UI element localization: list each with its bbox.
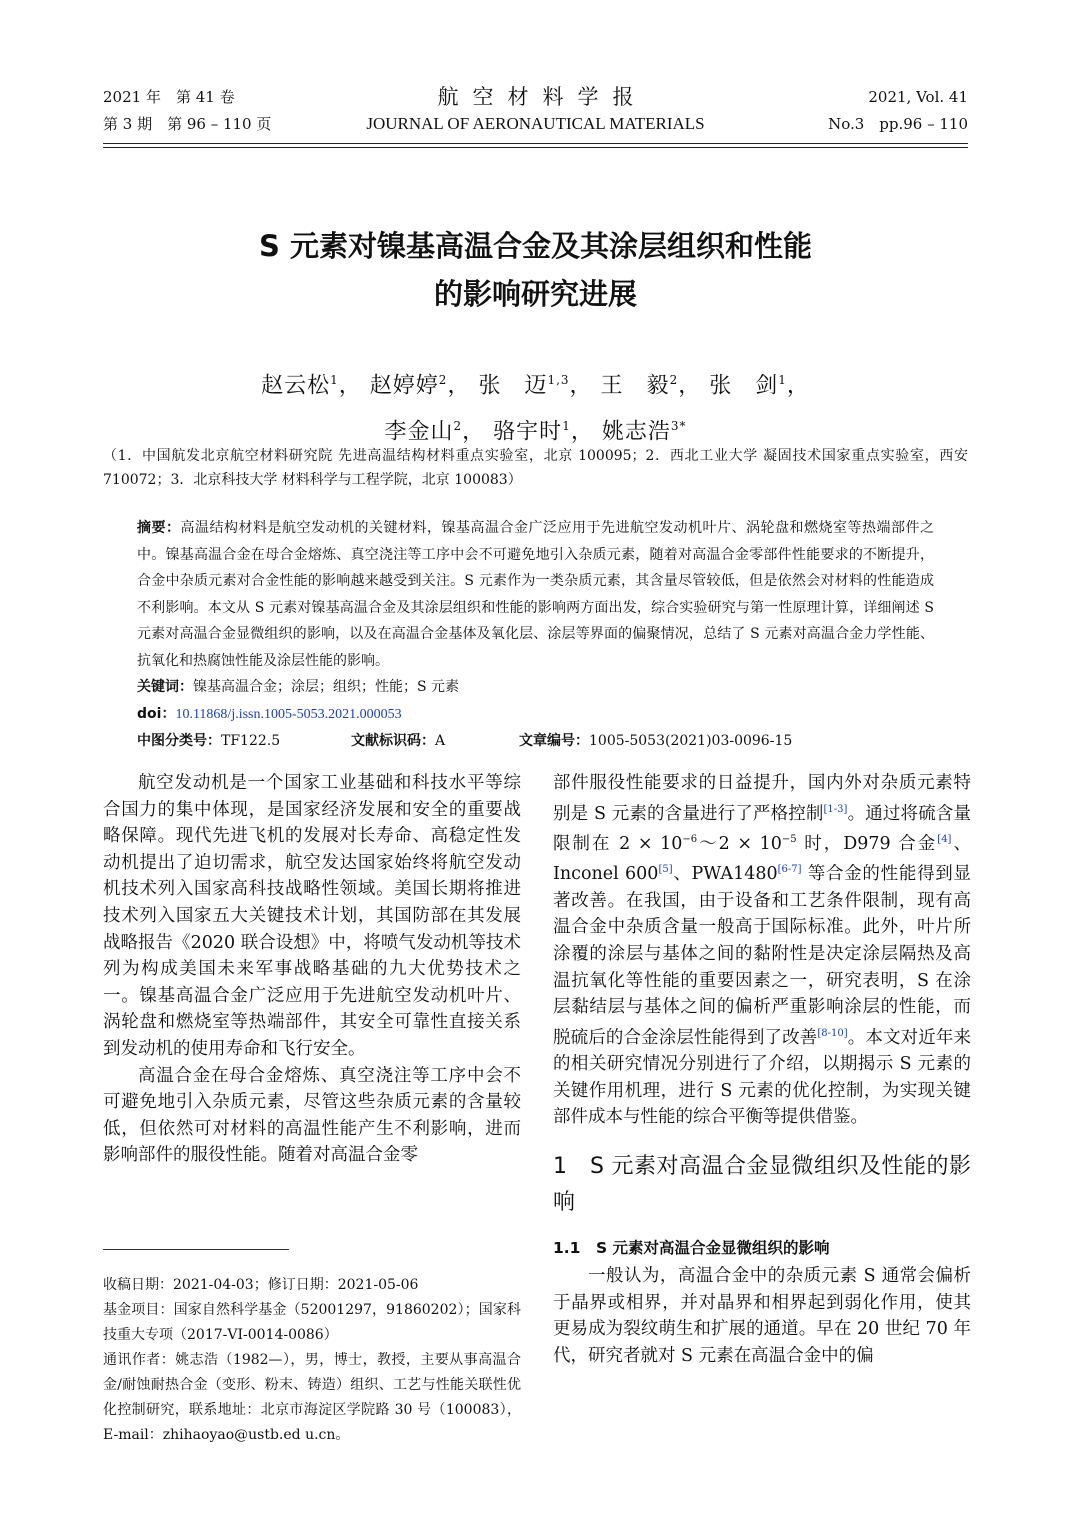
header-issue-pages: 第 3 期 第 96 – 110 页 — [103, 115, 272, 133]
doi-label: doi： — [137, 705, 176, 722]
author-affil-mark: 1 — [562, 419, 571, 434]
body-paragraph: 一般认为，高温合金中的杂质元素 S 通常会偏析于晶界或相界，并对晶界和相界起到弱化作用，使其更易成为裂纹萌生和扩展的通道。早在 20 世纪 70 年代，研究者就对 S 元素在高温合金中的偏 — [553, 1266, 971, 1366]
clc-value: TF122.5 — [221, 733, 281, 749]
text-run: 等合金的性能得到显著改善。在我国，由于设备和工艺条件限制，现有高温合金中杂质含量一般高于国际标准。此外，叶片所涂覆的涂层与基体之间的黏附性是决定涂层隔热及高温抗氧化等性能的重要因素之一，研究表明，S 在涂层黏结层与基体之间的偏析严重影响涂层的性能，而脱硫后的合金涂层性能得到了改善 — [553, 864, 971, 1048]
articleno-value: 1005-5053(2021)03-0096-15 — [589, 733, 793, 749]
body-column-right — [553, 770, 971, 1369]
author-affil-mark: 3* — [670, 419, 687, 434]
header-year-volume: 2021 年 第 41 卷 — [103, 88, 235, 106]
text-run: 。本文对近年来的相关研究情况分别进行了介绍，以期揭示 S 元素的关键作用机理，进行 S 元素的优化控制，为实现关键部件成本与性能的综合平衡等提供借鉴。 — [553, 1027, 972, 1128]
author-affil-mark: 2 — [453, 419, 463, 434]
citation[interactable]: [6-7] — [777, 864, 802, 876]
header-rule-thin — [103, 147, 968, 148]
text-run: 、PWA1480 — [672, 864, 778, 885]
doccode-value: A — [435, 733, 446, 749]
abstract-label: 摘要： — [137, 520, 181, 536]
header-no-pp-en: No.3 pp.96 – 110 — [828, 115, 968, 133]
author-name: 王 毅 — [600, 373, 670, 399]
abstract-block — [137, 515, 934, 754]
author-line-2: 李金山$^2$， 骆宇时$^1$， 姚志浩$^{3*}$ — [384, 419, 687, 445]
author-name: 李金山 — [384, 419, 454, 445]
text-run: 。通过将硫含量限制在 2 × 10 — [553, 803, 971, 854]
doi-row — [137, 701, 934, 729]
doccode-label: 文献标识码： — [351, 733, 435, 749]
author-list — [0, 360, 1071, 453]
footnote-rule — [103, 1249, 289, 1250]
author-affil-mark: 2 — [669, 373, 679, 387]
body-paragraph: 高温合金在母合金熔炼、真空浇注等工序中会不可避免地引入杂质元素，尽管这些杂质元素的含量较低，但依然可对材料的高温性能产生不利影响，进而影响部件的服役性能。随着对高温合金零 — [103, 1065, 521, 1166]
section-heading: 1 S 元素对高温合金显微组织及性能的影响 — [553, 1154, 971, 1216]
abstract — [137, 515, 934, 674]
text-run: 、Inconel 600 — [553, 833, 971, 885]
author-name: 姚志浩 — [601, 419, 671, 445]
citation[interactable]: [8-10] — [817, 1027, 848, 1039]
running-header — [103, 84, 968, 140]
footnotes — [103, 1273, 521, 1448]
classification-row — [137, 728, 934, 754]
author-affil-mark: 1,3 — [547, 373, 570, 387]
author-name: 张 迈 — [478, 373, 548, 399]
keywords-text: 镍基高温合金；涂层；组织；性能；S 元素 — [193, 679, 460, 695]
text-run: 部件服役性能要求的日益提升，国内外对杂质元素特别是 S 元素的含量进行了严格控制 — [553, 773, 971, 824]
articleno-label: 文章编号： — [519, 733, 589, 749]
journal-name-en: JOURNAL OF AERONAUTICAL MATERIALS — [366, 114, 705, 133]
footnote-funding: 基金项目：国家自然科学基金（52001297，91860202）；国家科技重大专项（2017-VI-0014-0086） — [103, 1302, 521, 1343]
keywords-label: 关键词： — [137, 679, 193, 695]
header-rule-thick — [103, 143, 968, 144]
author-name: 张 剑 — [709, 373, 779, 399]
author-line-1: 赵云松$^1$， 赵婷婷$^2$， 张 迈$^{1,3}$， 王 毅$^2$， 张 剑$^1$， — [261, 373, 810, 399]
exponent: −6 — [682, 834, 698, 846]
body-column-left — [103, 770, 521, 1169]
citation[interactable]: [4] — [937, 834, 952, 846]
doi-link[interactable]: 10.11868/j.issn.1005-5053.2021.000053 — [175, 706, 402, 722]
title-line-1: S 元素对镍基高温合金及其涂层组织和性能 — [259, 229, 812, 263]
header-year-vol-en: 2021, Vol. 41 — [868, 88, 968, 106]
author-affil-mark: 1 — [330, 373, 339, 387]
document-code — [351, 728, 445, 755]
affiliations: （1．中国航发北京航空材料研究院 先进高温结构材料重点实验室，北京 100095；2．西北工业大学 凝固技术国家重点实验室，西安 710072；3．北京科技大学 材料科学与工程学院，北京 100083） — [103, 448, 968, 488]
author-name: 骆宇时 — [493, 419, 563, 445]
article-number — [519, 728, 792, 755]
citation[interactable]: [1-3] — [823, 803, 848, 815]
citation[interactable]: [5] — [658, 864, 673, 876]
title-line-2: 的影响研究进展 — [433, 277, 637, 311]
body-paragraph-continued — [553, 770, 971, 1131]
journal-name-cn: 航空材料学报 — [437, 85, 648, 109]
author-affil-mark: 1 — [778, 373, 787, 387]
author-affil-mark: 2 — [438, 373, 448, 387]
author-name: 赵云松 — [261, 373, 331, 399]
exponent: −5 — [781, 834, 797, 846]
footnote-received: 收稿日期：2021-04-03；修订日期：2021-05-06 — [103, 1277, 419, 1293]
text-run: ～2 × 10 — [697, 833, 782, 854]
header-right — [828, 84, 968, 138]
subsection-heading: 1.1 S 元素对高温合金显微组织的影响 — [553, 1239, 830, 1258]
body-paragraph: 航空发动机是一个国家工业基础和科技水平等综合国力的集中体现，是国家经济发展和安全的重要战略保障。现代先进飞机的发展对长寿命、高稳定性发动机提出了迫切需求，航空发达国家始终将航空发动机技术列入国家高科技战略性领域。美国长期将推进技术列入国家五大关键技术计划，其国防部在其发展战略报告《2020 联合设想》中，将喷气发动机等技术列为构成美国未来军事战略基础的九大优势技术之一。镍基高温合金广泛应用于先进航空发动机叶片、涡轮盘和燃烧室等热端部件，其安全可靠性直接关系到发动机的使用寿命和飞行安全。 — [103, 773, 521, 1059]
footnote-correspondence: 通讯作者：姚志浩（1982—），男，博士，教授，主要从事高温合金/耐蚀耐热合金（变形、粉末、铸造）组织、工艺与性能关联性优化控制研究，联系地址：北京市海淀区学院路 30 号（100083），E-mail：zhihaoyao@ustb.ed u.cn。 — [103, 1352, 521, 1443]
text-run: 时，D979 合金 — [796, 833, 938, 854]
author-name: 赵婷婷 — [369, 373, 439, 399]
keywords — [137, 674, 934, 701]
clc-label: 中图分类号： — [137, 733, 221, 749]
clc-code — [137, 728, 280, 755]
abstract-text: 高温结构材料是航空发动机的关键材料，镍基高温合金广泛应用于先进航空发动机叶片、涡轮盘和燃烧室等热端部件之中。镍基高温合金在母合金熔炼、真空浇注等工序中会不可避免地引入杂质元素，随着对高温合金零部件性能要求的不断提升，合金中杂质元素对合金性能的影响越来越受到关注。S 元素作为一类杂质元素，其含量尽管较低，但是依然会对材料的性能造成不利影响。本文从 S 元素对镍基高温合金及其涂层组织和性能的影响两方面出发，综合实验研究与第一性原理计算，详细阐述 S 元素对高温合金显微组织的影响，以及在高温合金基体及氧化层、涂层等界面的偏聚情况，总结了 S 元素对高温合金力学性能、抗氧化和热腐蚀性能及涂层性能的影响。 — [137, 520, 934, 669]
article-title — [0, 222, 1071, 318]
